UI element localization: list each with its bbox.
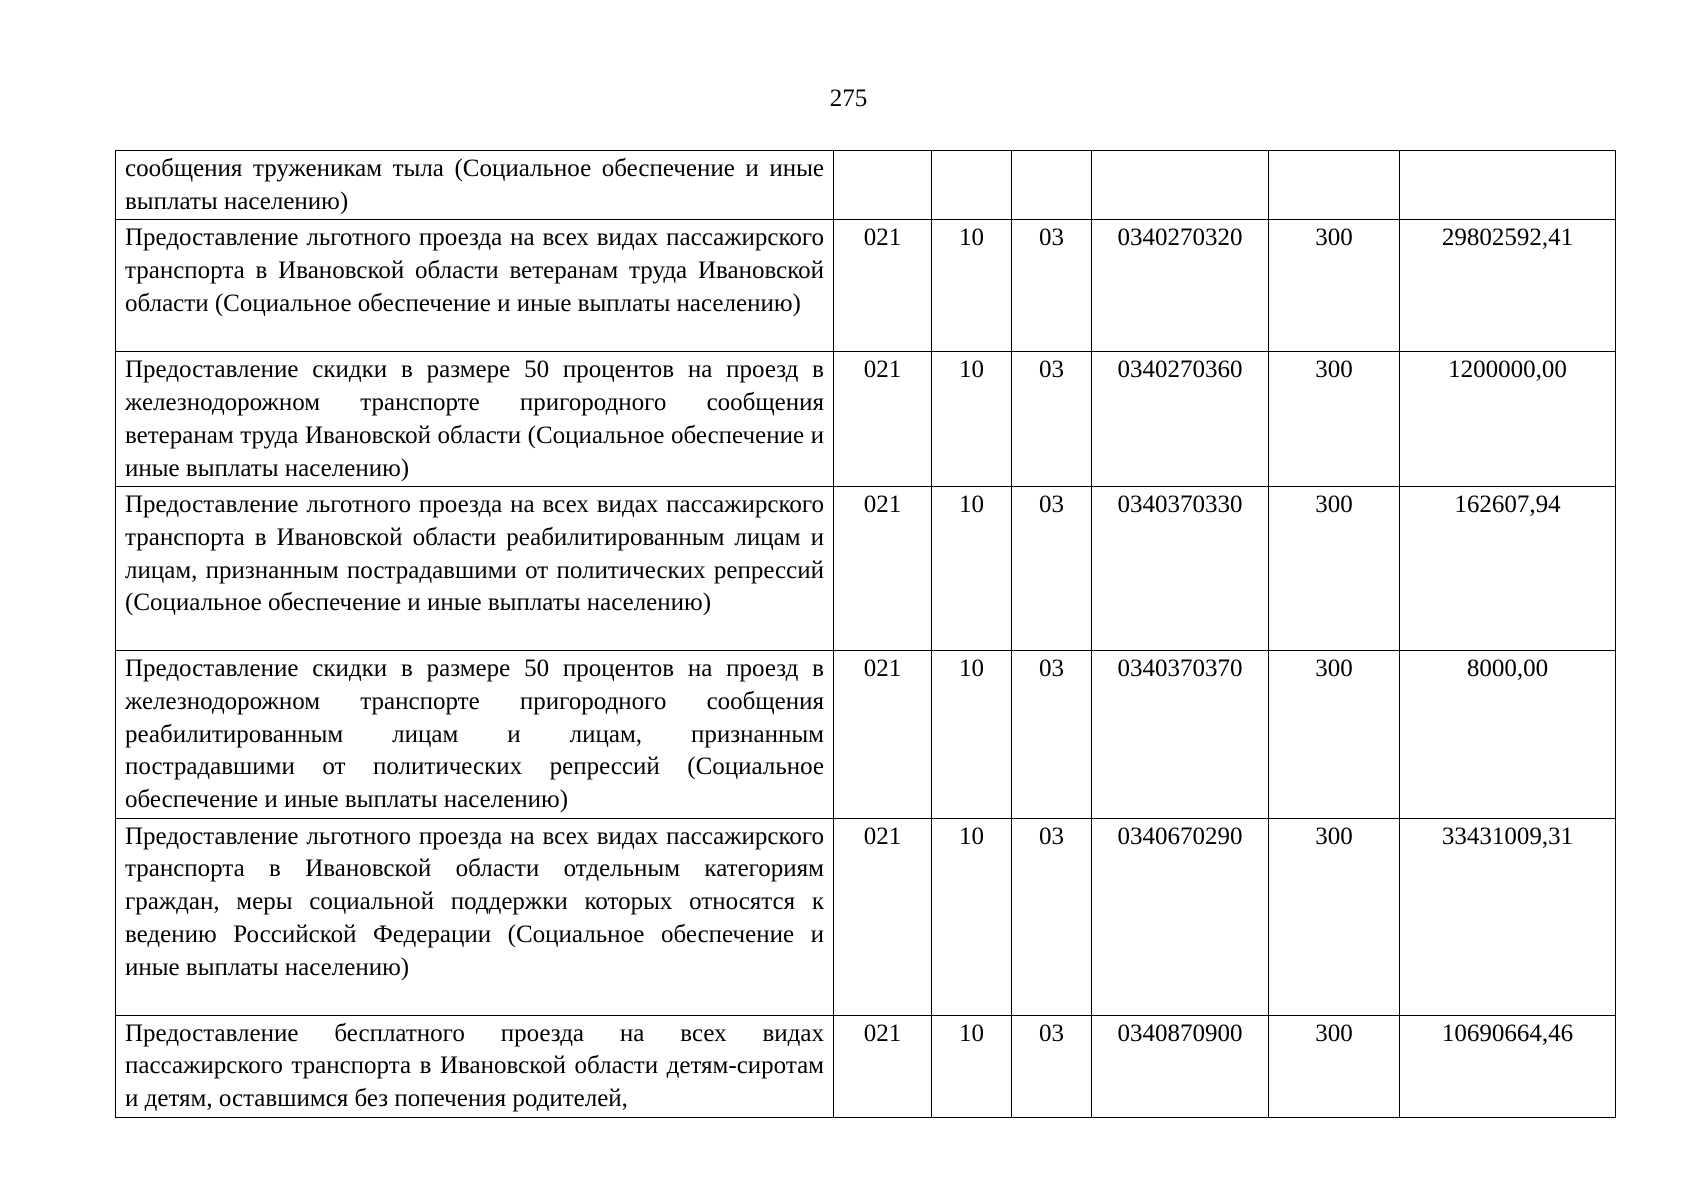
- expense-type-code: 300: [1269, 818, 1400, 1015]
- ministry-code: [834, 151, 932, 220]
- subsection-code: 03: [1012, 487, 1092, 651]
- table-row: [116, 818, 1616, 1015]
- amount: 29802592,41: [1400, 220, 1616, 352]
- target-article-code: 0340270360: [1092, 352, 1269, 487]
- table-row: [116, 151, 1616, 220]
- expense-type-code: 300: [1269, 651, 1400, 819]
- section-code: 10: [932, 818, 1012, 1015]
- amount: 10690664,46: [1400, 1015, 1616, 1117]
- expense-type-code: [1269, 151, 1400, 220]
- expense-type-code: 300: [1269, 220, 1400, 352]
- target-article-code: 0340870900: [1092, 1015, 1269, 1117]
- ministry-code: 021: [834, 651, 932, 819]
- expense-type-code: 300: [1269, 352, 1400, 487]
- section-code: 10: [932, 651, 1012, 819]
- budget-table: [115, 150, 1616, 1118]
- row-description: Предоставление скидки в размере 50 процентов на проезд в железнодорожном транспорте пригородного сообщения ветеранам труда Ивановской области (Социальное обеспечение и иные выплаты населению): [116, 352, 834, 487]
- target-article-code: [1092, 151, 1269, 220]
- page-number: 275: [829, 85, 868, 112]
- target-article-code: 0340370370: [1092, 651, 1269, 819]
- subsection-code: 03: [1012, 352, 1092, 487]
- row-description: Предоставление льготного проезда на всех видах пассажирского транспорта в Ивановской области реабилитированным лицам и лицам, признанным пострадавшими от политических репрессий (Социальное обеспечение и иные выплаты населению): [116, 487, 834, 651]
- subsection-code: [1012, 151, 1092, 220]
- ministry-code: 021: [834, 352, 932, 487]
- amount: 1200000,00: [1400, 352, 1616, 487]
- table-row: [116, 220, 1616, 352]
- amount: 162607,94: [1400, 487, 1616, 651]
- row-description: Предоставление льготного проезда на всех видах пассажирского транспорта в Ивановской области ветеранам труда Ивановской области (Социальное обеспечение и иные выплаты населению): [116, 220, 834, 352]
- expense-type-code: 300: [1269, 487, 1400, 651]
- target-article-code: 0340670290: [1092, 818, 1269, 1015]
- row-description: Предоставление бесплатного проезда на всех видах пассажирского транспорта в Ивановской области детям-сиротам и детям, оставшимся без попечения родителей,: [116, 1015, 834, 1117]
- target-article-code: 0340270320: [1092, 220, 1269, 352]
- amount: [1400, 151, 1616, 220]
- table-row: [116, 352, 1616, 487]
- expense-type-code: 300: [1269, 1015, 1400, 1117]
- subsection-code: 03: [1012, 220, 1092, 352]
- ministry-code: 021: [834, 487, 932, 651]
- target-article-code: 0340370330: [1092, 487, 1269, 651]
- section-code: 10: [932, 352, 1012, 487]
- section-code: 10: [932, 220, 1012, 352]
- section-code: 10: [932, 1015, 1012, 1117]
- ministry-code: 021: [834, 1015, 932, 1117]
- amount: 33431009,31: [1400, 818, 1616, 1015]
- subsection-code: 03: [1012, 651, 1092, 819]
- ministry-code: 021: [834, 818, 932, 1015]
- section-code: 10: [932, 487, 1012, 651]
- subsection-code: 03: [1012, 818, 1092, 1015]
- row-description: Предоставление льготного проезда на всех видах пассажирского транспорта в Ивановской области отдельным категориям граждан, меры социальной поддержки которых относятся к ведению Российской Федерации (Социальное обеспечение и иные выплаты населению): [116, 818, 834, 1015]
- ministry-code: 021: [834, 220, 932, 352]
- table-row: [116, 651, 1616, 819]
- row-description: сообщения труженикам тыла (Социальное обеспечение и иные выплаты населению): [116, 151, 834, 220]
- section-code: [932, 151, 1012, 220]
- subsection-code: 03: [1012, 1015, 1092, 1117]
- amount: 8000,00: [1400, 651, 1616, 819]
- table-row: [116, 487, 1616, 651]
- row-description: Предоставление скидки в размере 50 процентов на проезд в железнодорожном транспорте пригородного сообщения реабилитированным лицам и лицам, признанным пострадавшими от политических репрессий (Социальное обеспечение и иные выплаты населению): [116, 651, 834, 819]
- table-row: [116, 1015, 1616, 1117]
